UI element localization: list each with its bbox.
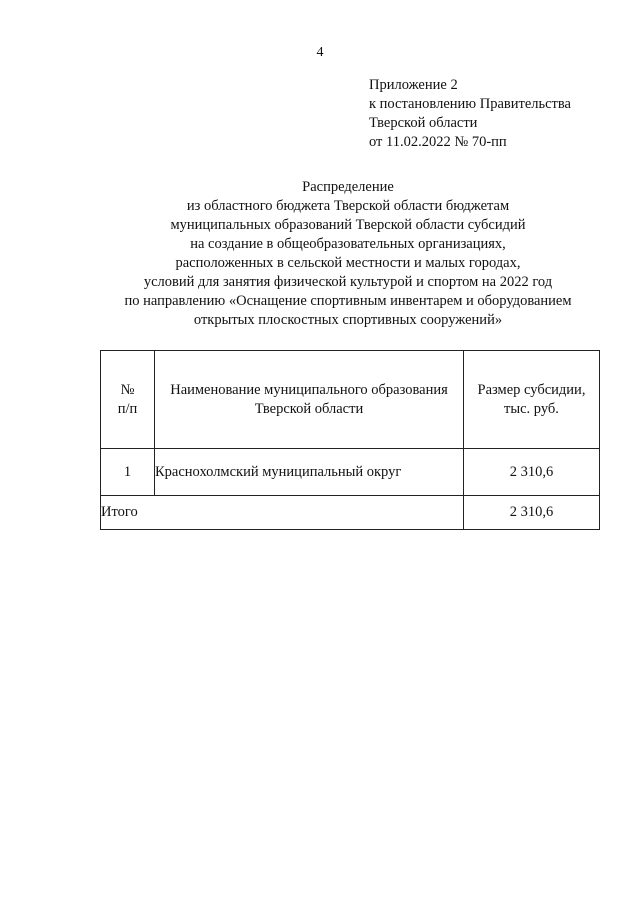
title-line: из областного бюджета Тверской области бюджетам (186, 198, 510, 214)
appendix-line: от 11.02.2022 № 70-пп (369, 134, 507, 150)
appendix-header (369, 76, 571, 152)
header-amount (464, 351, 600, 449)
header-number-line: п/п (117, 400, 138, 417)
title-line: по направлению «Оснащение спортивным инвентарем и оборудованием (124, 293, 572, 309)
total-amount: 2 310,6 (464, 496, 600, 530)
total-row (101, 496, 600, 530)
appendix-line: к постановлению Правительства (369, 96, 571, 112)
title-line: условий для занятия физической культурой и спортом на 2022 год (143, 274, 553, 290)
header-number-line: № (120, 381, 135, 398)
subsidy-table (100, 350, 600, 530)
header-municipality-line: Тверской области (254, 400, 364, 417)
table-row (101, 449, 600, 496)
row-amount: 2 310,6 (464, 449, 600, 496)
header-amount-line: Размер субсидии, (477, 381, 586, 398)
header-number (101, 351, 155, 449)
table-header-row (101, 351, 600, 449)
header-amount-line: тыс. руб. (504, 400, 559, 417)
total-label: Итого (101, 496, 464, 530)
title-line: расположенных в сельской местности и малых городах, (175, 255, 521, 271)
title-line: открытых плоскостных спортивных сооружений» (193, 312, 503, 328)
title-line: Распределение (302, 179, 394, 195)
row-number: 1 (101, 449, 155, 496)
header-municipality (155, 351, 464, 449)
row-municipality: Краснохолмский муниципальный округ (155, 449, 464, 496)
appendix-line: Приложение 2 (369, 77, 458, 93)
title-line: на создание в общеобразовательных организациях, (190, 236, 506, 252)
title-line: муниципальных образований Тверской области субсидий (170, 217, 526, 233)
page-number: 4 (316, 45, 324, 60)
header-municipality-line: Наименование муниципального образования (170, 381, 448, 398)
appendix-line: Тверской области (369, 115, 478, 131)
document-title (0, 178, 640, 330)
